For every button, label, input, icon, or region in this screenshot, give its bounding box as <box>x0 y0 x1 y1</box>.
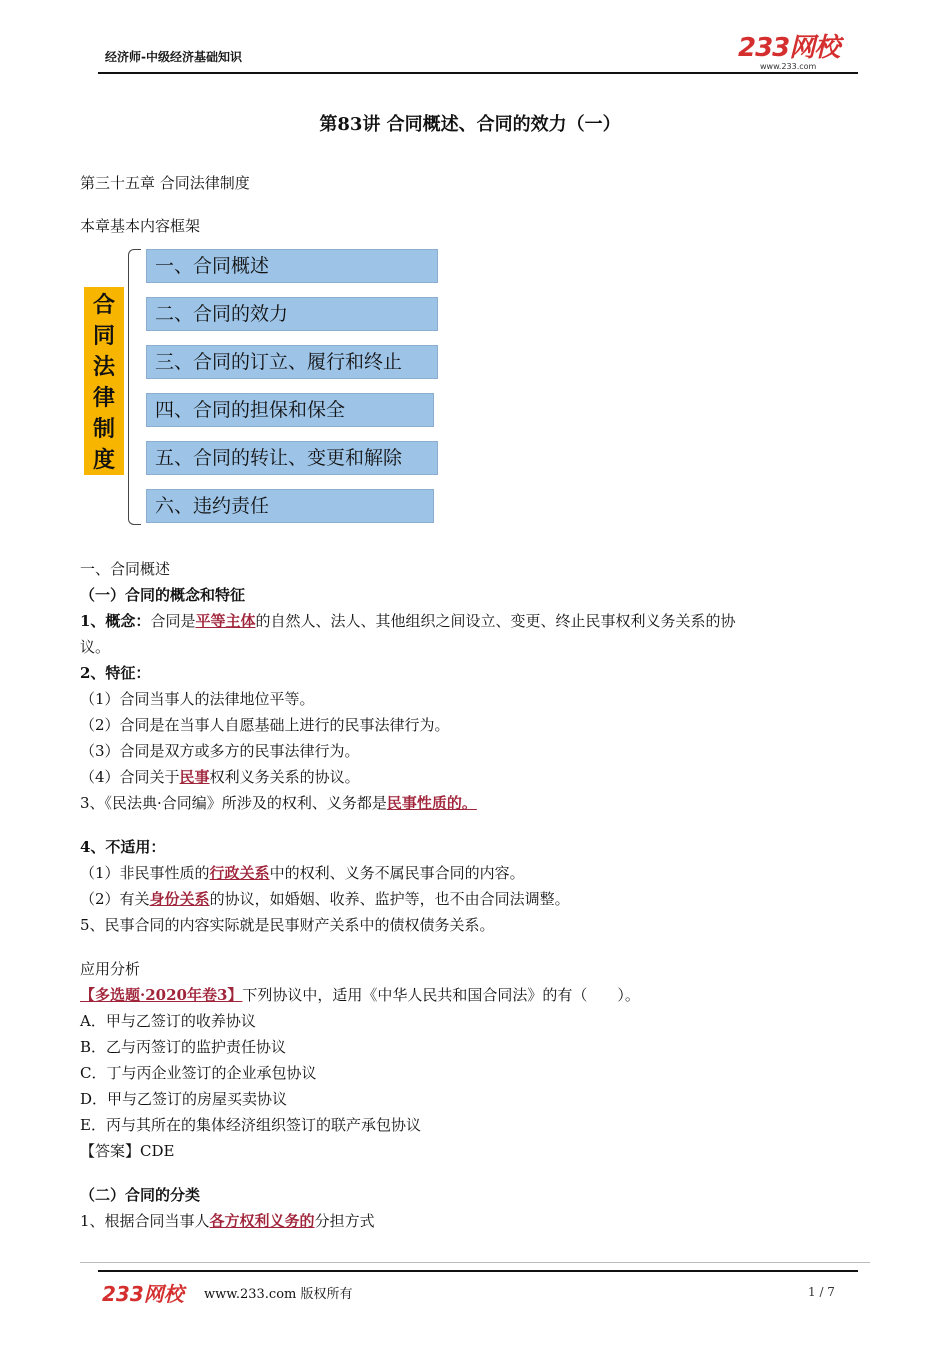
logo-url: www.233.com <box>760 62 817 71</box>
answer: 【答案】CDE <box>80 1142 175 1160</box>
chapter-heading: 第三十五章 合同法律制度 <box>80 174 250 192</box>
page-number: 1 / 7 <box>808 1285 835 1299</box>
logo-text: 233网校 <box>738 33 840 63</box>
footer-divider-thin <box>80 1262 870 1263</box>
footer-divider <box>98 1270 858 1272</box>
feature-item <box>80 764 360 790</box>
option-item: D．甲与乙签订的房屋买卖协议 <box>80 1090 288 1108</box>
point3-pre: 3、《民法典·合同编》所涉及的权利、义务都是 <box>80 794 387 812</box>
feature-item: （1）合同当事人的法律地位平等。 <box>80 690 315 708</box>
point5: 5、民事合同的内容实际就是民事财产关系中的债权债务关系。 <box>80 916 495 934</box>
question-text: 下列协议中，适用《中华人民共和国合同法》的有（ ）。 <box>242 986 640 1004</box>
framework-item: 六、违约责任 <box>146 489 434 523</box>
classification-item <box>80 1208 375 1234</box>
na2-post: 的协议，如婚姻、收养、监护等，也不由合同法调整。 <box>209 890 570 908</box>
framework-item: 一、合同概述 <box>146 249 438 283</box>
header-divider <box>98 72 858 74</box>
not-applicable-item <box>80 860 525 886</box>
na1-post: 中的权利、义务不属民事合同的内容。 <box>269 864 525 882</box>
subsection-title: （二）合同的分类 <box>80 1186 201 1204</box>
framework-side-label <box>84 287 124 475</box>
footer-copyright: www.233.com 版权所有 <box>204 1287 353 1302</box>
framework-item: 四、合同的担保和保全 <box>146 393 434 427</box>
item1-post: 分担方式 <box>314 1212 375 1230</box>
feature4-post: 权利义务关系的协议。 <box>209 768 360 786</box>
section-title: 一、合同概述 <box>80 560 171 578</box>
question-tag: 【多选题·2020年卷3】 <box>80 986 243 1004</box>
not-applicable-label: 4、不适用： <box>80 838 166 856</box>
option-item: A．甲与乙签订的收养协议 <box>80 1012 256 1030</box>
option-item: C．丁与丙企业签订的企业承包协议 <box>80 1064 317 1082</box>
not-applicable-item <box>80 886 570 912</box>
framework-brace <box>128 249 141 525</box>
concept-text-pre: 合同是 <box>150 612 196 630</box>
feature4-pre: （4）合同关于 <box>80 768 180 786</box>
side-label-text: 合同法律制度 <box>93 293 116 473</box>
na2-pre: （2）有关 <box>80 890 150 908</box>
feature4-highlight: 民事 <box>179 768 210 786</box>
concept-text-post: 的自然人、法人、其他组织之间设立、变更、终止民事权利义务关系的协 <box>255 612 736 630</box>
footer-logo: 233网校 <box>102 1282 184 1306</box>
concept-line2: 议。 <box>80 638 111 656</box>
feature-item: （2）合同是在当事人自愿基础上进行的民事法律行为。 <box>80 716 450 734</box>
point3-highlight: 民事性质的。 <box>386 794 477 812</box>
option-item: E．丙与其所在的集体经济组织签订的联产承包协议 <box>80 1116 421 1134</box>
question <box>80 982 640 1008</box>
na1-highlight: 行政关系 <box>209 864 270 882</box>
na2-highlight: 身份关系 <box>149 890 210 908</box>
feature-item: （3）合同是双方或多方的民事法律行为。 <box>80 742 360 760</box>
item1-highlight: 各方权利义务的 <box>209 1212 315 1230</box>
header-title: 经济师-中级经济基础知识 <box>105 50 242 64</box>
concept-highlight: 平等主体 <box>195 612 256 630</box>
subsection-title: （一）合同的概念和特征 <box>80 586 246 604</box>
concept-label: 1、概念： <box>80 612 151 630</box>
na1-pre: （1）非民事性质的 <box>80 864 210 882</box>
framework-label: 本章基本内容框架 <box>80 217 201 235</box>
document-title: 第83讲 合同概述、合同的效力（一） <box>319 114 621 135</box>
framework-item: 五、合同的转让、变更和解除 <box>146 441 438 475</box>
option-item: B．乙与丙签订的监护责任协议 <box>80 1038 287 1056</box>
item1-pre: 1、根据合同当事人 <box>80 1212 210 1230</box>
feature-label: 2、特征： <box>80 664 151 682</box>
analysis-label: 应用分析 <box>80 960 141 978</box>
site-logo <box>738 34 850 74</box>
framework-item: 二、合同的效力 <box>146 297 438 331</box>
concept-paragraph <box>80 608 870 634</box>
point3 <box>80 790 477 816</box>
framework-item: 三、合同的订立、履行和终止 <box>146 345 438 379</box>
